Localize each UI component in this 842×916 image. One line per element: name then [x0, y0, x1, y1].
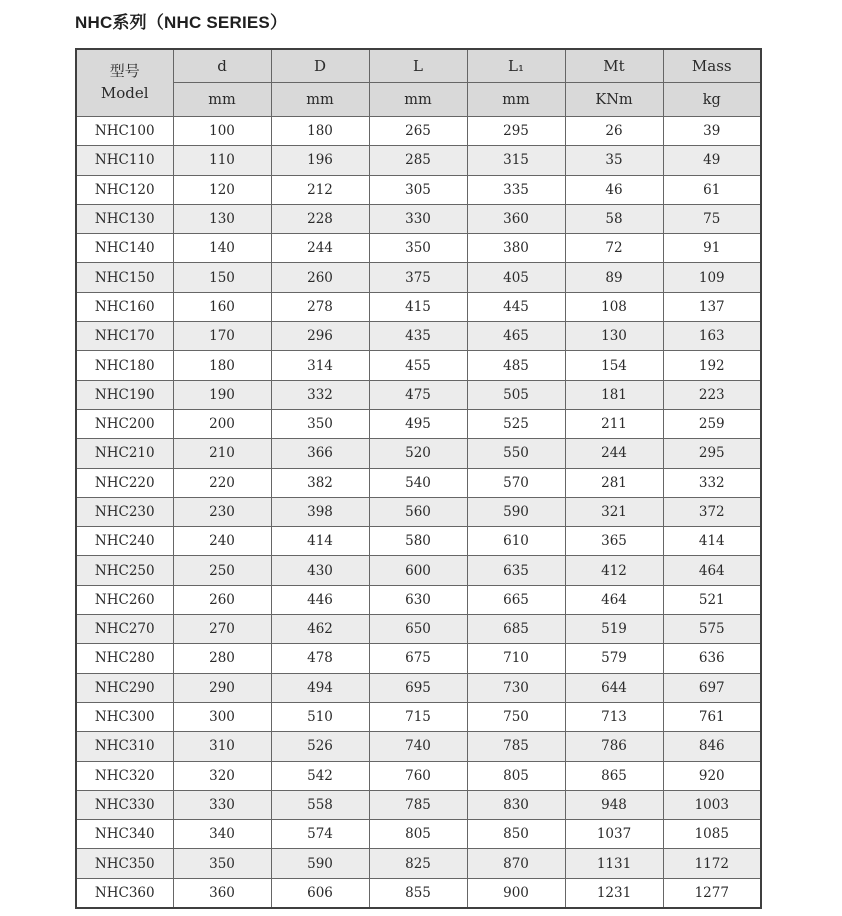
cell-Mass: 414 — [663, 527, 761, 556]
table-row — [76, 761, 761, 790]
cell-L: 375 — [369, 263, 467, 292]
header-L1: L₁ — [467, 49, 565, 83]
cell-Mass: 697 — [663, 673, 761, 702]
cell-d: 160 — [173, 292, 271, 321]
cell-Mass: 259 — [663, 409, 761, 438]
cell-Mass: 1085 — [663, 820, 761, 849]
cell-d: 270 — [173, 615, 271, 644]
cell-Mt: 181 — [565, 380, 663, 409]
cell-model: NHC180 — [76, 351, 173, 380]
cell-L: 695 — [369, 673, 467, 702]
cell-model: NHC110 — [76, 146, 173, 175]
cell-L: 265 — [369, 117, 467, 146]
cell-d: 140 — [173, 234, 271, 263]
cell-Mass: 163 — [663, 322, 761, 351]
table-row — [76, 615, 761, 644]
cell-L: 760 — [369, 761, 467, 790]
cell-L1: 635 — [467, 556, 565, 585]
cell-d: 290 — [173, 673, 271, 702]
cell-D: 606 — [271, 878, 369, 908]
cell-d: 340 — [173, 820, 271, 849]
cell-Mt: 412 — [565, 556, 663, 585]
cell-Mt: 26 — [565, 117, 663, 146]
cell-D: 446 — [271, 585, 369, 614]
cell-Mt: 108 — [565, 292, 663, 321]
cell-L: 650 — [369, 615, 467, 644]
cell-d: 200 — [173, 409, 271, 438]
header-label-row — [76, 49, 761, 83]
cell-L1: 525 — [467, 409, 565, 438]
cell-Mass: 109 — [663, 263, 761, 292]
cell-d: 310 — [173, 732, 271, 761]
table-header — [76, 49, 761, 117]
nhc-spec-table — [75, 48, 762, 909]
cell-L1: 665 — [467, 585, 565, 614]
cell-Mass: 39 — [663, 117, 761, 146]
cell-L: 855 — [369, 878, 467, 908]
cell-model: NHC260 — [76, 585, 173, 614]
cell-D: 398 — [271, 497, 369, 526]
cell-L1: 590 — [467, 497, 565, 526]
cell-model: NHC120 — [76, 175, 173, 204]
cell-L1: 870 — [467, 849, 565, 878]
cell-L: 785 — [369, 790, 467, 819]
cell-D: 196 — [271, 146, 369, 175]
table-row — [76, 673, 761, 702]
cell-d: 110 — [173, 146, 271, 175]
cell-L: 675 — [369, 644, 467, 673]
cell-L: 520 — [369, 439, 467, 468]
cell-L: 540 — [369, 468, 467, 497]
header-Mt-unit: KNm — [565, 83, 663, 117]
cell-Mass: 1277 — [663, 878, 761, 908]
header-model-zh: 型号 — [109, 62, 140, 81]
cell-d: 350 — [173, 849, 271, 878]
cell-Mt: 713 — [565, 702, 663, 731]
table-row — [76, 468, 761, 497]
cell-Mass: 137 — [663, 292, 761, 321]
cell-Mt: 154 — [565, 351, 663, 380]
cell-L1: 750 — [467, 702, 565, 731]
cell-Mt: 365 — [565, 527, 663, 556]
cell-model: NHC230 — [76, 497, 173, 526]
table-row — [76, 322, 761, 351]
cell-L1: 295 — [467, 117, 565, 146]
cell-d: 320 — [173, 761, 271, 790]
cell-D: 228 — [271, 204, 369, 233]
table-row — [76, 351, 761, 380]
cell-D: 366 — [271, 439, 369, 468]
cell-L1: 505 — [467, 380, 565, 409]
cell-Mt: 1131 — [565, 849, 663, 878]
table-row — [76, 292, 761, 321]
cell-model: NHC100 — [76, 117, 173, 146]
table-row — [76, 175, 761, 204]
header-D-unit: mm — [271, 83, 369, 117]
cell-Mt: 130 — [565, 322, 663, 351]
cell-Mass: 846 — [663, 732, 761, 761]
cell-d: 300 — [173, 702, 271, 731]
cell-Mt: 865 — [565, 761, 663, 790]
cell-D: 180 — [271, 117, 369, 146]
cell-L1: 380 — [467, 234, 565, 263]
cell-Mt: 89 — [565, 263, 663, 292]
header-unit-row — [76, 83, 761, 117]
cell-L1: 570 — [467, 468, 565, 497]
cell-L: 630 — [369, 585, 467, 614]
cell-D: 494 — [271, 673, 369, 702]
cell-model: NHC150 — [76, 263, 173, 292]
cell-L1: 465 — [467, 322, 565, 351]
cell-model: NHC160 — [76, 292, 173, 321]
cell-d: 230 — [173, 497, 271, 526]
cell-D: 278 — [271, 292, 369, 321]
cell-Mass: 192 — [663, 351, 761, 380]
table-body — [76, 117, 761, 909]
cell-model: NHC190 — [76, 380, 173, 409]
cell-Mass: 91 — [663, 234, 761, 263]
cell-D: 590 — [271, 849, 369, 878]
cell-L: 805 — [369, 820, 467, 849]
cell-d: 170 — [173, 322, 271, 351]
table-row — [76, 644, 761, 673]
cell-L1: 610 — [467, 527, 565, 556]
table-row — [76, 204, 761, 233]
cell-D: 414 — [271, 527, 369, 556]
cell-L: 600 — [369, 556, 467, 585]
cell-d: 190 — [173, 380, 271, 409]
header-D: D — [271, 49, 369, 83]
header-L: L — [369, 49, 467, 83]
cell-model: NHC140 — [76, 234, 173, 263]
cell-Mass: 464 — [663, 556, 761, 585]
cell-L: 285 — [369, 146, 467, 175]
table-row — [76, 878, 761, 908]
table-row — [76, 732, 761, 761]
cell-Mass: 61 — [663, 175, 761, 204]
table-row — [76, 439, 761, 468]
cell-D: 260 — [271, 263, 369, 292]
cell-L1: 710 — [467, 644, 565, 673]
cell-model: NHC320 — [76, 761, 173, 790]
cell-D: 478 — [271, 644, 369, 673]
cell-D: 314 — [271, 351, 369, 380]
cell-model: NHC130 — [76, 204, 173, 233]
cell-L: 560 — [369, 497, 467, 526]
cell-Mass: 521 — [663, 585, 761, 614]
cell-L1: 805 — [467, 761, 565, 790]
cell-L: 825 — [369, 849, 467, 878]
cell-model: NHC240 — [76, 527, 173, 556]
cell-Mass: 1003 — [663, 790, 761, 819]
cell-model: NHC310 — [76, 732, 173, 761]
cell-L1: 550 — [467, 439, 565, 468]
cell-L1: 900 — [467, 878, 565, 908]
cell-D: 430 — [271, 556, 369, 585]
cell-Mass: 372 — [663, 497, 761, 526]
cell-Mt: 281 — [565, 468, 663, 497]
cell-L: 415 — [369, 292, 467, 321]
cell-L: 305 — [369, 175, 467, 204]
cell-model: NHC280 — [76, 644, 173, 673]
cell-L1: 445 — [467, 292, 565, 321]
table-row — [76, 146, 761, 175]
table-row — [76, 263, 761, 292]
table-row — [76, 380, 761, 409]
table-row — [76, 820, 761, 849]
cell-d: 280 — [173, 644, 271, 673]
cell-L1: 685 — [467, 615, 565, 644]
cell-D: 296 — [271, 322, 369, 351]
cell-d: 120 — [173, 175, 271, 204]
cell-D: 526 — [271, 732, 369, 761]
cell-model: NHC290 — [76, 673, 173, 702]
cell-Mt: 579 — [565, 644, 663, 673]
cell-model: NHC330 — [76, 790, 173, 819]
cell-Mt: 35 — [565, 146, 663, 175]
cell-d: 180 — [173, 351, 271, 380]
cell-L1: 335 — [467, 175, 565, 204]
table-row — [76, 117, 761, 146]
cell-Mt: 321 — [565, 497, 663, 526]
cell-D: 350 — [271, 409, 369, 438]
cell-Mass: 75 — [663, 204, 761, 233]
cell-L: 435 — [369, 322, 467, 351]
cell-Mt: 244 — [565, 439, 663, 468]
cell-D: 382 — [271, 468, 369, 497]
cell-model: NHC250 — [76, 556, 173, 585]
cell-model: NHC300 — [76, 702, 173, 731]
cell-Mass: 1172 — [663, 849, 761, 878]
cell-d: 360 — [173, 878, 271, 908]
table-row — [76, 527, 761, 556]
cell-D: 462 — [271, 615, 369, 644]
cell-d: 130 — [173, 204, 271, 233]
cell-Mt: 786 — [565, 732, 663, 761]
cell-D: 558 — [271, 790, 369, 819]
cell-L1: 830 — [467, 790, 565, 819]
cell-model: NHC210 — [76, 439, 173, 468]
cell-Mass: 920 — [663, 761, 761, 790]
cell-d: 240 — [173, 527, 271, 556]
cell-model: NHC270 — [76, 615, 173, 644]
cell-Mass: 295 — [663, 439, 761, 468]
cell-Mass: 49 — [663, 146, 761, 175]
cell-L1: 405 — [467, 263, 565, 292]
header-d-unit: mm — [173, 83, 271, 117]
cell-D: 212 — [271, 175, 369, 204]
cell-d: 330 — [173, 790, 271, 819]
cell-L1: 315 — [467, 146, 565, 175]
header-Mt: Mt — [565, 49, 663, 83]
cell-d: 220 — [173, 468, 271, 497]
cell-D: 332 — [271, 380, 369, 409]
cell-Mass: 332 — [663, 468, 761, 497]
cell-L: 350 — [369, 234, 467, 263]
cell-Mt: 72 — [565, 234, 663, 263]
cell-model: NHC350 — [76, 849, 173, 878]
cell-L: 455 — [369, 351, 467, 380]
header-L-unit: mm — [369, 83, 467, 117]
table-row — [76, 556, 761, 585]
table-row — [76, 234, 761, 263]
cell-model: NHC170 — [76, 322, 173, 351]
cell-model: NHC360 — [76, 878, 173, 908]
cell-L1: 730 — [467, 673, 565, 702]
header-model — [76, 49, 173, 117]
page-title: NHC系列（NHC SERIES） — [75, 13, 288, 32]
table-row — [76, 790, 761, 819]
cell-Mt: 46 — [565, 175, 663, 204]
table-row — [76, 409, 761, 438]
table-row — [76, 849, 761, 878]
cell-L: 330 — [369, 204, 467, 233]
cell-L: 495 — [369, 409, 467, 438]
header-Mass-unit: kg — [663, 83, 761, 117]
table-row — [76, 585, 761, 614]
cell-Mt: 644 — [565, 673, 663, 702]
header-d: d — [173, 49, 271, 83]
cell-d: 250 — [173, 556, 271, 585]
cell-model: NHC220 — [76, 468, 173, 497]
cell-Mt: 948 — [565, 790, 663, 819]
cell-D: 542 — [271, 761, 369, 790]
cell-L1: 485 — [467, 351, 565, 380]
cell-Mt: 1037 — [565, 820, 663, 849]
header-Mass: Mass — [663, 49, 761, 83]
cell-L: 580 — [369, 527, 467, 556]
cell-d: 260 — [173, 585, 271, 614]
cell-D: 244 — [271, 234, 369, 263]
cell-L: 475 — [369, 380, 467, 409]
cell-d: 100 — [173, 117, 271, 146]
cell-model: NHC340 — [76, 820, 173, 849]
table-row — [76, 702, 761, 731]
cell-d: 210 — [173, 439, 271, 468]
cell-Mass: 636 — [663, 644, 761, 673]
cell-Mt: 1231 — [565, 878, 663, 908]
cell-Mt: 519 — [565, 615, 663, 644]
header-L1-unit: mm — [467, 83, 565, 117]
cell-Mass: 575 — [663, 615, 761, 644]
cell-Mt: 58 — [565, 204, 663, 233]
cell-L1: 360 — [467, 204, 565, 233]
cell-Mt: 211 — [565, 409, 663, 438]
header-model-en: Model — [100, 84, 149, 102]
cell-L1: 785 — [467, 732, 565, 761]
cell-Mass: 223 — [663, 380, 761, 409]
cell-model: NHC200 — [76, 409, 173, 438]
cell-D: 574 — [271, 820, 369, 849]
cell-L: 715 — [369, 702, 467, 731]
table-row — [76, 497, 761, 526]
cell-d: 150 — [173, 263, 271, 292]
cell-Mass: 761 — [663, 702, 761, 731]
cell-L: 740 — [369, 732, 467, 761]
cell-D: 510 — [271, 702, 369, 731]
cell-L1: 850 — [467, 820, 565, 849]
cell-Mt: 464 — [565, 585, 663, 614]
